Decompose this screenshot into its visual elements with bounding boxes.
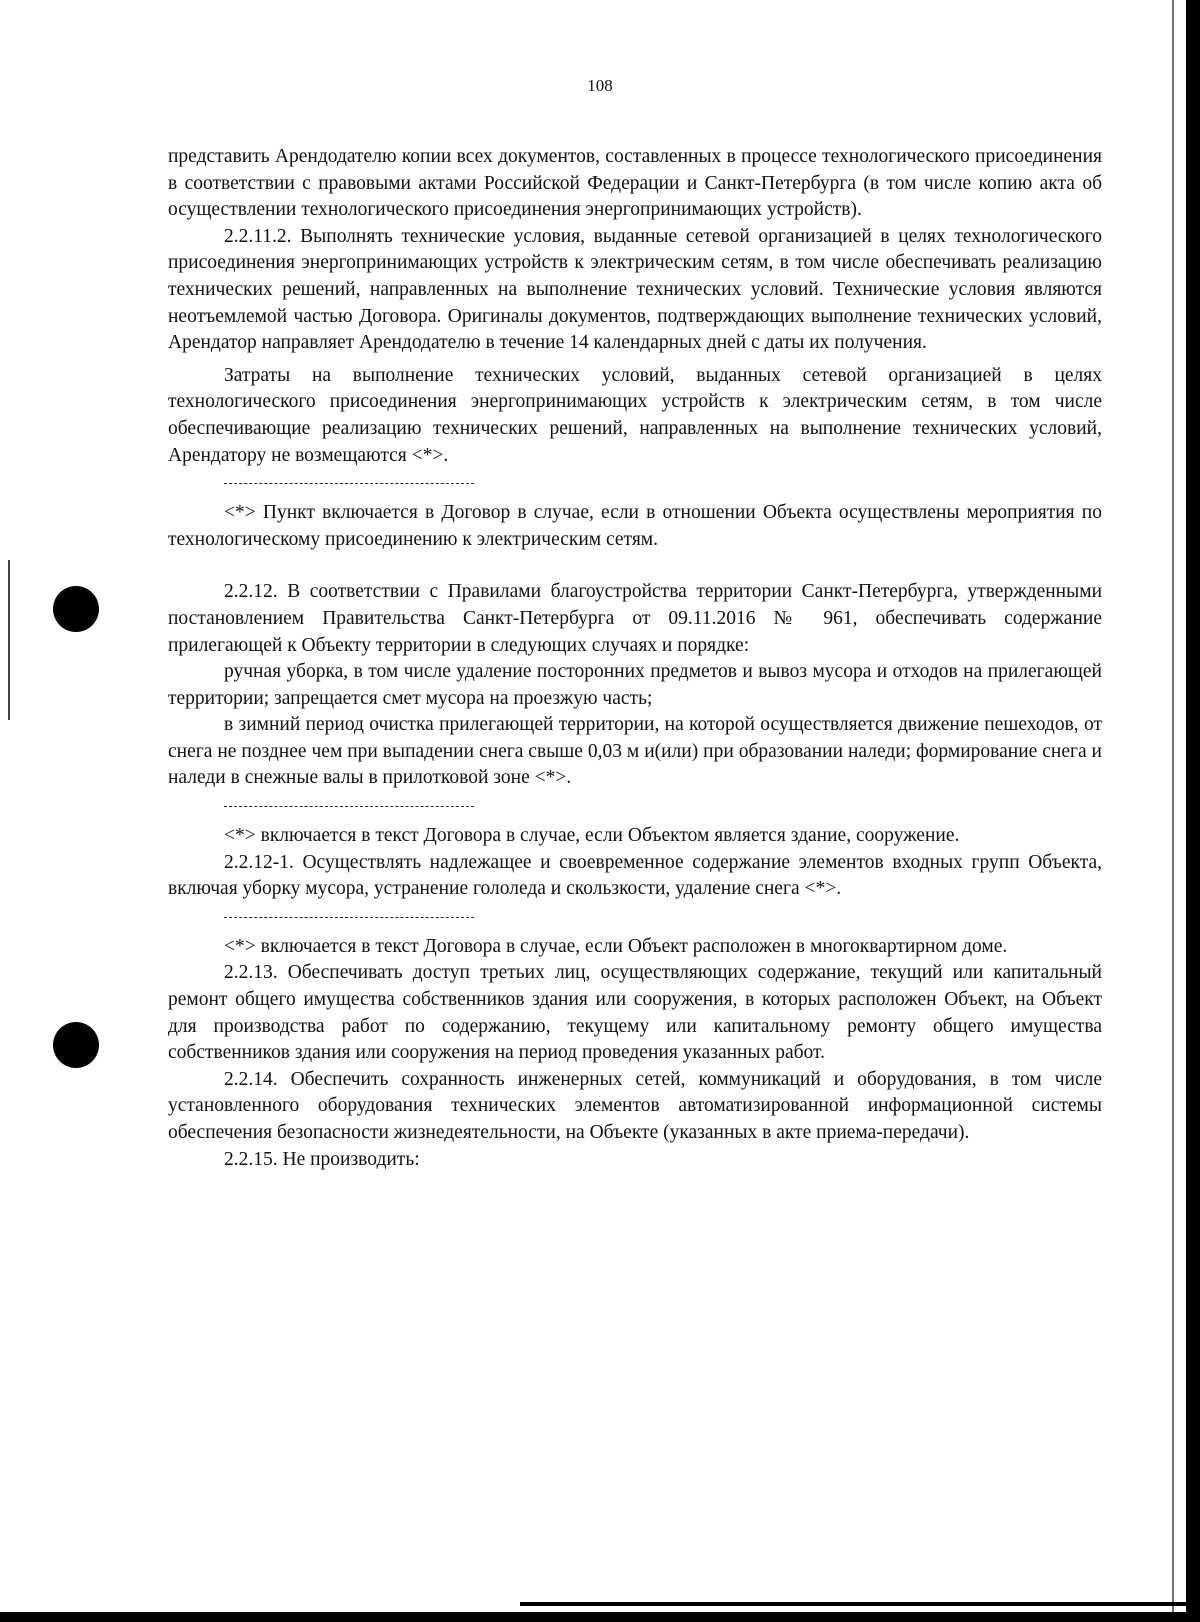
footnote-text: <*> включается в текст Договора в случае, если Объектом является здание, сооружение.	[224, 825, 960, 847]
paragraph-2-2-12-1: 2.2.12-1. Осуществлять надлежащее и своевременное содержание элементов входных групп Объекта, включая уборку мусора, устранение гололеда и скользкости, удаление снега <*>.	[168, 851, 1102, 900]
paragraph-2-2-11-2: 2.2.11.2. Выполнять технические условия, выданные сетевой организацией в целях технологического присоединения энергопринимающих устройств к электрическим сетям, в том числе обеспечивать реализацию технических решений, направленных на выполнение технических условий. Технические условия являются неотъемлемой частью Договора. Оригиналы документов, подтверждающих выполнение технических условий, Арендатор направляет Арендодателю в течение 14 календарных дней с даты их получения.	[168, 225, 1102, 354]
footnote-text: <*> включается в текст Договора в случае, если Объект расположен в многоквартирном доме.	[224, 935, 1008, 957]
page-number: 108	[587, 76, 613, 95]
document-body	[168, 144, 1102, 1173]
punch-hole	[53, 586, 99, 632]
paragraph-winter-cleaning: в зимний период очистка прилегающей территории, на которой осуществляется движение пешеходов, от снега не позднее чем при выпадении снега свыше 0,03 м и(или) при образовании наледи; формирование снега и наледи в снежные валы в прилотковой зоне <*>.	[168, 714, 1102, 789]
footnote-text: <*> Пункт включается в Договор в случае, если в отношении Объекта осуществлены мероприятия по технологическому присоединению к электрическим сетям.	[168, 502, 1102, 550]
paragraph-2-2-12: 2.2.12. В соответствии с Правилами благоустройства территории Санкт-Петербурга, утвержденными постановлением Правительства Санкт-Петербурга от 09.11.2016 № 961, обеспечивать содержание прилегающей к Объекту территории в следующих случаях и порядке:	[168, 581, 1102, 656]
footnote-divider	[224, 483, 474, 484]
scan-edge-mark	[8, 560, 10, 720]
scan-edge-line	[520, 1602, 1200, 1606]
paragraph-manual-cleaning: ручная уборка, в том числе удаление посторонних предметов и вывоз мусора и отходов на прилегающей территории; запрещается смет мусора на проезжую часть;	[168, 661, 1102, 709]
paragraph-costs: Затраты на выполнение технических условий, выданных сетевой организацией в целях технологического присоединения энергопринимающих устройств к электрическим сетям, в том числе обеспечивающие реализацию технических решений, направленных на выполнение технических условий, Арендатору не возмещаются <*>.	[168, 364, 1102, 466]
paragraph-continuation: представить Арендодателю копии всех документов, составленных в процессе технологического присоединения в соответствии с правовыми актами Российской Федерации и Санкт-Петербурга (в том числе копию акта об осуществлении технологического присоединения энергопринимающих устройств).	[168, 146, 1102, 221]
scan-edge-line	[1172, 0, 1174, 1622]
footnote-divider	[224, 917, 474, 918]
scan-edge-border	[0, 1612, 1200, 1622]
paragraph-2-2-14: 2.2.14. Обеспечить сохранность инженерных сетей, коммуникаций и оборудования, в том числе установленного оборудования технических элементов автоматизированной информационной системы обеспечения безопасности жизнедеятельности, на Объекте (указанных в акте приема-передачи).	[168, 1068, 1102, 1143]
footnote-divider	[224, 806, 474, 807]
punch-hole	[53, 1022, 99, 1068]
scan-edge-border	[1186, 0, 1200, 1622]
paragraph-2-2-13: 2.2.13. Обеспечивать доступ третьих лиц, осуществляющих содержание, текущий или капитальный ремонт общего имущества собственников здания или сооружения, в которых расположен Объект, на Объект для производства работ по содержанию, текущему или капитальному ремонту общего имущества собственников здания или сооружения на период проведения указанных работ.	[168, 962, 1102, 1064]
paragraph-2-2-15: 2.2.15. Не производить:	[224, 1148, 420, 1170]
